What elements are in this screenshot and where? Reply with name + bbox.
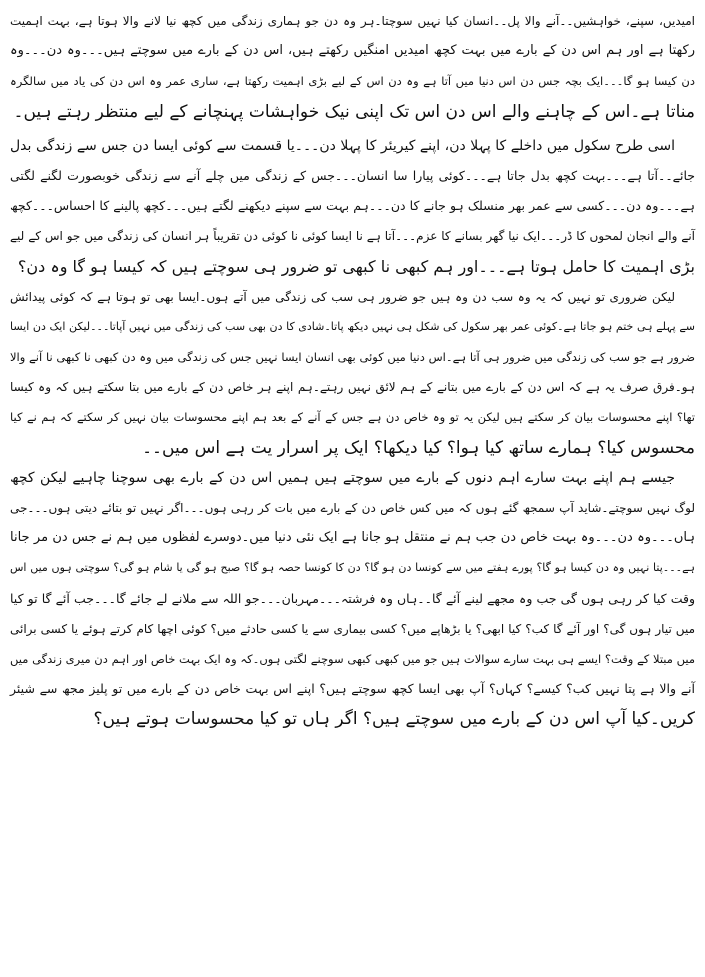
text-line: آنے والا ہے پتا نہیں کب؟ کیسے؟ کہاں؟ آپ بھی ایسا کچھ سوچتے ہیں؟ اپنے اس بہت خاص دن کے بارے میں تو پلیز مجھ سے شیئر <box>10 681 695 697</box>
text-line: امیدیں، سپنے، خواہشیں۔۔آنے والا پل۔۔انسان کیا نہیں سوچتا۔ہر وہ دن جو ہماری زندگی میں کچھ نیا لانے والا ہوتا ہے، بہت اہمیت <box>10 14 696 28</box>
paragraph-4 <box>8 463 697 735</box>
article-page <box>8 6 697 971</box>
text-line: وقت کیا کر رہی ہوں گی جب وہ مجھے لینے آئے گا۔۔ہاں وہ فرشتہ۔۔۔مہربان۔۔۔جو اللہ سے ملانے لے جائے گا۔۔۔جب آئے گا تو کیا <box>10 590 695 606</box>
text-line: ہاں۔۔۔وہ دن۔۔۔وہ بہت خاص دن جب ہم نے منتقل ہو جانا ہے ایک نئی دنیا میں۔دوسرے لفظوں میں ہم نے جس دن مر جانا <box>10 530 695 546</box>
text-line: جیسے ہم اپنے بہت سارے اہم دنوں کے بارے میں سوچتے ہیں ہمیں اس دن کے بارے بھی سوچنا چاہیے لیکن کچھ <box>10 469 675 486</box>
text-line: مناتا ہے۔اس کے چاہنے والے اس دن اس تک اپنی نیک خواہشات پہنچانے کے لیے منتظر رہتے ہیں۔ <box>13 101 695 122</box>
text-line: کریں۔کیا آپ اس دن کے بارے میں سوچتے ہیں؟ اگر ہاں تو کیا محسوسات ہوتے ہیں؟ <box>93 709 695 730</box>
text-line: اسی طرح سکول میں داخلے کا پہلا دن، اپنے کیریئر کا پہلا دن۔۔۔یا قسمت سے کوئی ایسا دن جس سے زندگی بدل <box>10 137 675 154</box>
paragraph-3 <box>8 282 697 463</box>
text-line: میں مبتلا کے وقت؟ ایسے ہی بہت سارے سوالات ہیں جو میں کبھی کبھی سوچنے لگتی ہوں۔کہ وہ ایک بہت خاص اور اہم دن میری زندگی میں <box>10 651 695 666</box>
text-line: جائے۔۔آتا ہے۔۔۔بہت کچھ بدل جاتا ہے۔۔۔کوئی پیارا سا انسان۔۔۔جس کے زندگی میں چلے آنے سے زندگی خوبصورت لگنے لگتی <box>10 167 695 183</box>
text-line: ہو۔فرق صرف یہ ہے کہ اس دن کے بارے میں بتانے کے ہم لائق نہیں رہتے۔ہم اپنے ہر خاص دن کے بارے میں بتا سکتے ہیں کہ وہ کیسا <box>10 380 695 395</box>
text-line: بڑی اہمیت کا حامل ہوتا ہے۔۔۔اور ہم کبھی نا کبھی تو ضرور ہی سوچتے ہیں کہ کیسا ہو گا وہ دن؟ <box>17 256 695 276</box>
text-line: سے پہلے ہی ختم ہو جاتا ہے۔کوئی عمر بھر سکول کی شکل ہی نہیں دیکھ پاتا۔شادی کا دن بھی سب کی زندگی میں نہیں آپاتا۔۔۔لیکن ایک دن ایسا <box>10 319 695 333</box>
text-line: محسوس کیا؟ ہمارے ساتھ کیا ہوا؟ کیا دیکھا؟ ایک پر اسرار یت ہے اس میں۔۔ <box>142 437 695 458</box>
paragraph-2 <box>8 131 697 282</box>
text-line: ضرور ہے جو سب کی زندگی میں ضرور ہی آتا ہے۔اس دنیا میں کوئی بھی انسان ایسا نہیں جس کی زندگی میں وہ دن کبھی نا کبھی نا آنے والا <box>10 350 695 365</box>
paragraph-1 <box>8 6 697 127</box>
text-line: لیکن ضروری تو نہیں کہ یہ وہ سب دن وہ ہیں جو ضرور ہی سب کی زندگی میں آتے ہوں۔ایسا بھی تو ہوتا ہے کہ کوئی پیدائش <box>10 289 675 304</box>
text-line: لوگ نہیں سوچتے۔شاید آپ سمجھ گئے ہوں کہ میں کس خاص دن کے بارے میں بات کر رہی ہوں۔۔۔اگر نہیں تو بتائے دیتی ہوں۔۔۔جی <box>10 501 695 515</box>
text-line: ہے۔۔۔وہ دن۔۔۔کسی سے عمر بھر منسلک ہو جانے کا دن۔۔۔ہم بہت سے سپنے دیکھنے لگتے ہیں۔۔۔کچھ پالینے کا احساس۔۔۔کچھ <box>10 198 695 214</box>
text-line: میں تیار ہوں گی؟ اور آئے گا کب؟ کیا ابھی؟ یا بڑھاپے میں؟ کسی بیماری سے یا کسی حادثے میں؟ کوئی اچھا کام کرتے ہوئے یا کسی برائی <box>10 621 695 636</box>
text-line: ہے۔۔۔پتا نہیں وہ دن کیسا ہو گا؟ پورے ہفتے میں سے کونسا دن ہو گا؟ دن کا کونسا حصہ ہو گا؟ صبح ہو گی یا شام ہو گی؟ سوچتی ہوں میں اس <box>10 561 695 575</box>
text-line: تھا؟ اپنے محسوسات بیان کر سکتے ہیں لیکن یہ تو وہ خاص دن ہے جس کے آنے کے بعد ہم اپنے محسوسات بیان نہیں کر سکتے کہ ہم نے کیا <box>10 410 695 425</box>
text-line: آنے والے انجان لمحوں کا ڈر۔۔۔ایک نیا گھر بسانے کا عزم۔۔۔آتا ہے نا ایسا کوئی نا کوئی دن تقریباً ہر انسان کی زندگی میں جو اس کے لیے <box>10 229 695 244</box>
text-line: دن کیسا ہو گا۔۔۔ایک بچہ جس دن اس دنیا میں آتا ہے وہ دن اس کے لیے بڑی اہمیت رکھتا ہے، ساری عمر وہ اس دن کی یاد میں سالگرہ <box>10 74 695 89</box>
text-line: رکھتا ہے اور ہم اس دن کے بارے میں بہت کچھ امیدیں امنگیں رکھتے ہیں، اس دن کے بارے میں سوچتے ہیں۔۔۔وہ دن۔۔۔وہ <box>10 43 695 59</box>
